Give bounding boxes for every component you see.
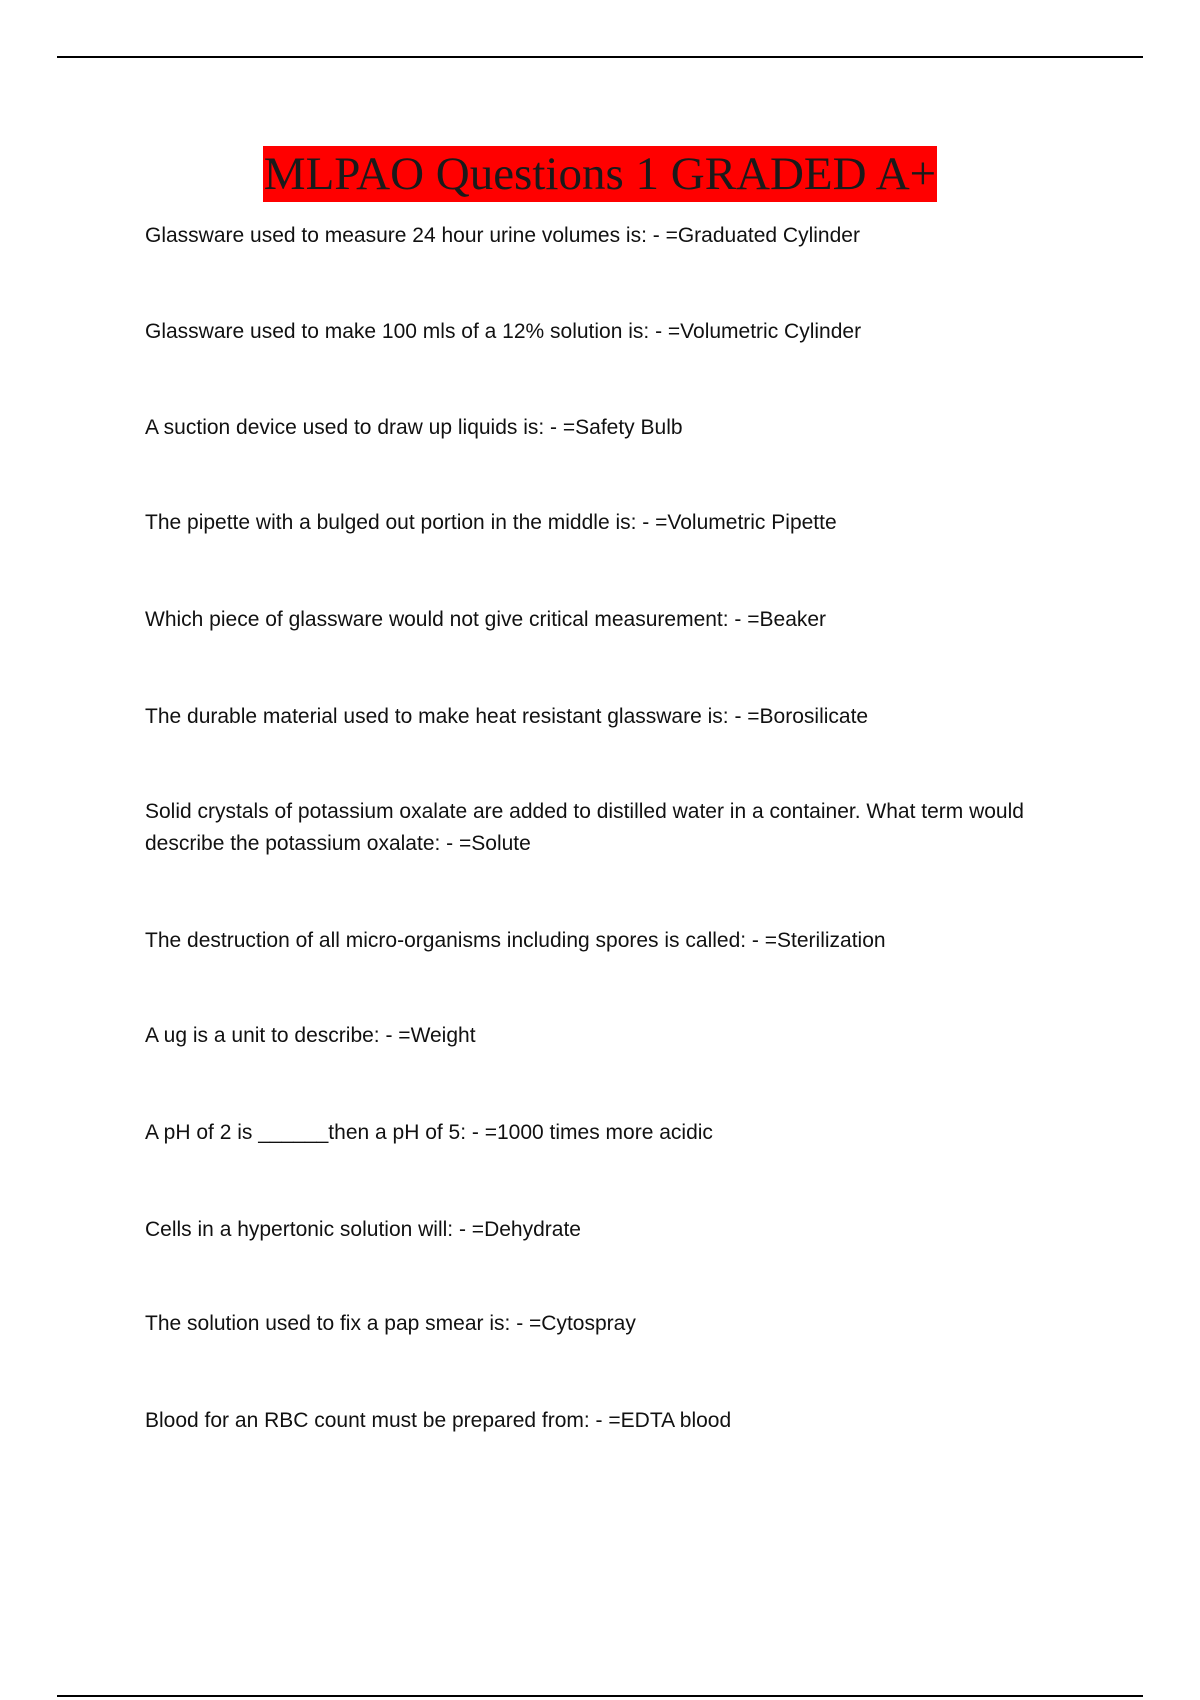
question-item: Blood for an RBC count must be prepared from: - =EDTA blood (145, 1409, 732, 1432)
question-item: The pipette with a bulged out portion in the middle is: - =Volumetric Pipette (145, 511, 837, 534)
question-item: Glassware used to measure 24 hour urine volumes is: - =Graduated Cylinder (145, 224, 860, 247)
document-title: MLPAO Questions 1 GRADED A+ (263, 148, 937, 200)
question-item: A pH of 2 is ______then a pH of 5: - =1000 times more acidic (145, 1121, 713, 1144)
bottom-rule (57, 1695, 1143, 1697)
question-item: The destruction of all micro-organisms including spores is called: - =Sterilization (145, 929, 886, 952)
question-item: Glassware used to make 100 mls of a 12% solution is: - =Volumetric Cylinder (145, 320, 862, 343)
question-item: Which piece of glassware would not give critical measurement: - =Beaker (145, 608, 827, 631)
question-item: Cells in a hypertonic solution will: - =Dehydrate (145, 1218, 581, 1241)
question-item: The solution used to fix a pap smear is: - =Cytospray (145, 1312, 636, 1335)
question-item: A ug is a unit to describe: - =Weight (145, 1024, 476, 1047)
question-item: The durable material used to make heat resistant glassware is: - =Borosilicate (145, 705, 869, 728)
question-item: Solid crystals of potassium oxalate are added to distilled water in a container. What term would describe the potassium oxalate: - =Solute (145, 800, 1024, 855)
question-item: A suction device used to draw up liquids is: - =Safety Bulb (145, 416, 683, 439)
